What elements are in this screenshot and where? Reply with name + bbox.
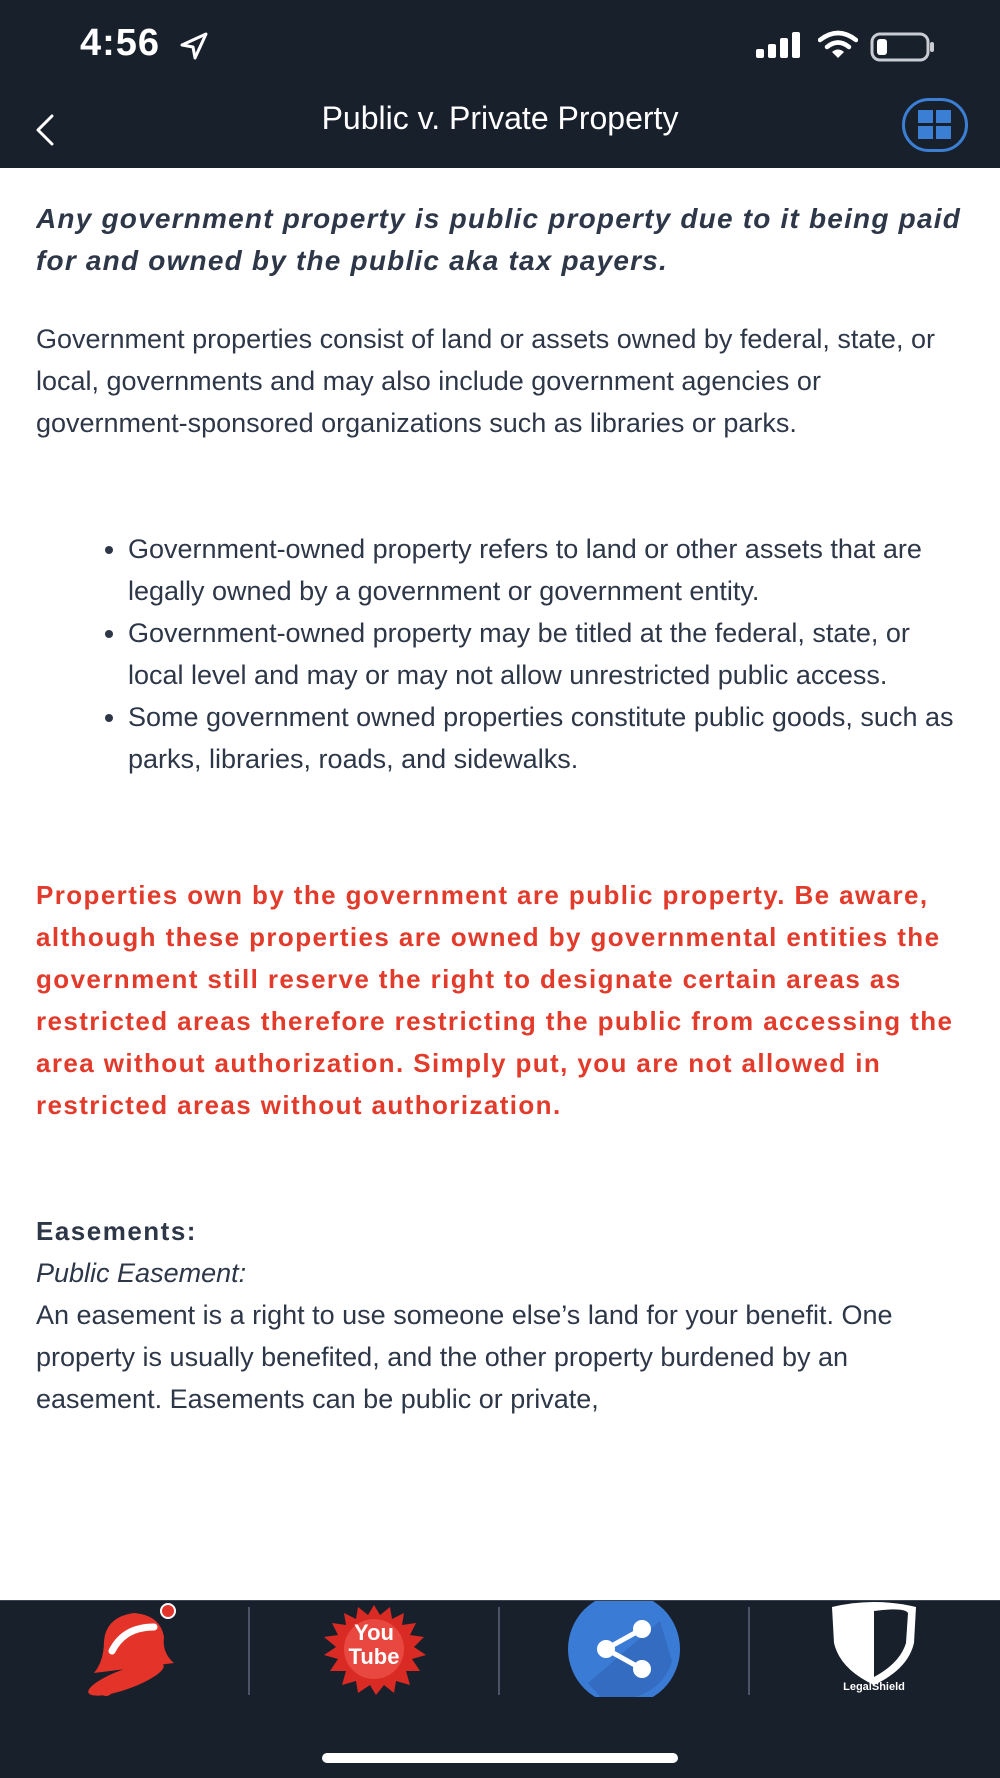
- nav-bar: [0, 92, 1000, 168]
- intro-statement: Any government property is public property due to it being paid for and owned by the public aka tax payers.: [36, 203, 962, 276]
- bottom-tab-bar: [0, 1600, 1000, 1698]
- grid-menu-button[interactable]: [902, 98, 968, 152]
- tab-youtube[interactable]: [250, 1601, 498, 1697]
- easement-paragraph: An easement is a right to use someone else’s land for your benefit. One property is usually benefited, and the other property burdened by an easement. Easements can be public or private,: [36, 1300, 893, 1414]
- warning-text: Properties own by the government are public property. Be aware, although these properties are owned by governmental entities the government still reserve the right to designate certain areas as restricted areas therefore restricting the public from accessing the area without authorization. Simply put, you are not allowed in restricted areas without authorization.: [36, 880, 954, 1120]
- wifi-icon: [818, 30, 858, 60]
- legalshield-label: LegalShield: [843, 1681, 905, 1693]
- public-easement-subheading: Public Easement:: [36, 1258, 247, 1288]
- easements-heading: Easements:: [36, 1216, 197, 1246]
- article-content[interactable]: [36, 168, 966, 1600]
- location-arrow-icon: [178, 30, 210, 62]
- cellular-signal-icon: [756, 32, 806, 58]
- list-item: • Government-owned property refers to land or other assets that are legally owned by a government or government entity.: [128, 528, 966, 612]
- youtube-label-line1: You: [354, 1620, 394, 1645]
- list-item: • Government-owned property may be titled at the federal, state, or local level and may or may not allow unrestricted public access.: [128, 612, 966, 696]
- page-title: Public v. Private Property: [321, 100, 679, 136]
- tab-alert[interactable]: [0, 1601, 248, 1697]
- battery-icon: [870, 32, 936, 62]
- government-properties-paragraph: Government properties consist of land or assets owned by federal, state, or local, governments and may also include government agencies or government-sponsored organizations such as libraries or parks.: [36, 324, 935, 438]
- tab-legalshield[interactable]: [750, 1601, 998, 1697]
- grid-icon: [918, 110, 952, 140]
- youtube-label-line2: Tube: [348, 1644, 400, 1669]
- alert-bell-icon: [64, 1601, 184, 1697]
- youtube-label: [314, 1621, 434, 1669]
- status-bar: [0, 0, 1000, 92]
- tab-share[interactable]: [500, 1601, 748, 1697]
- bullet-list: [36, 528, 966, 780]
- home-indicator-area: [0, 1697, 1000, 1778]
- home-indicator[interactable]: [322, 1753, 678, 1763]
- status-time: 4:56: [80, 22, 161, 64]
- share-icon: [564, 1601, 684, 1697]
- list-item: • Some government owned properties constitute public goods, such as parks, libraries, roads, and sidewalks.: [128, 696, 966, 780]
